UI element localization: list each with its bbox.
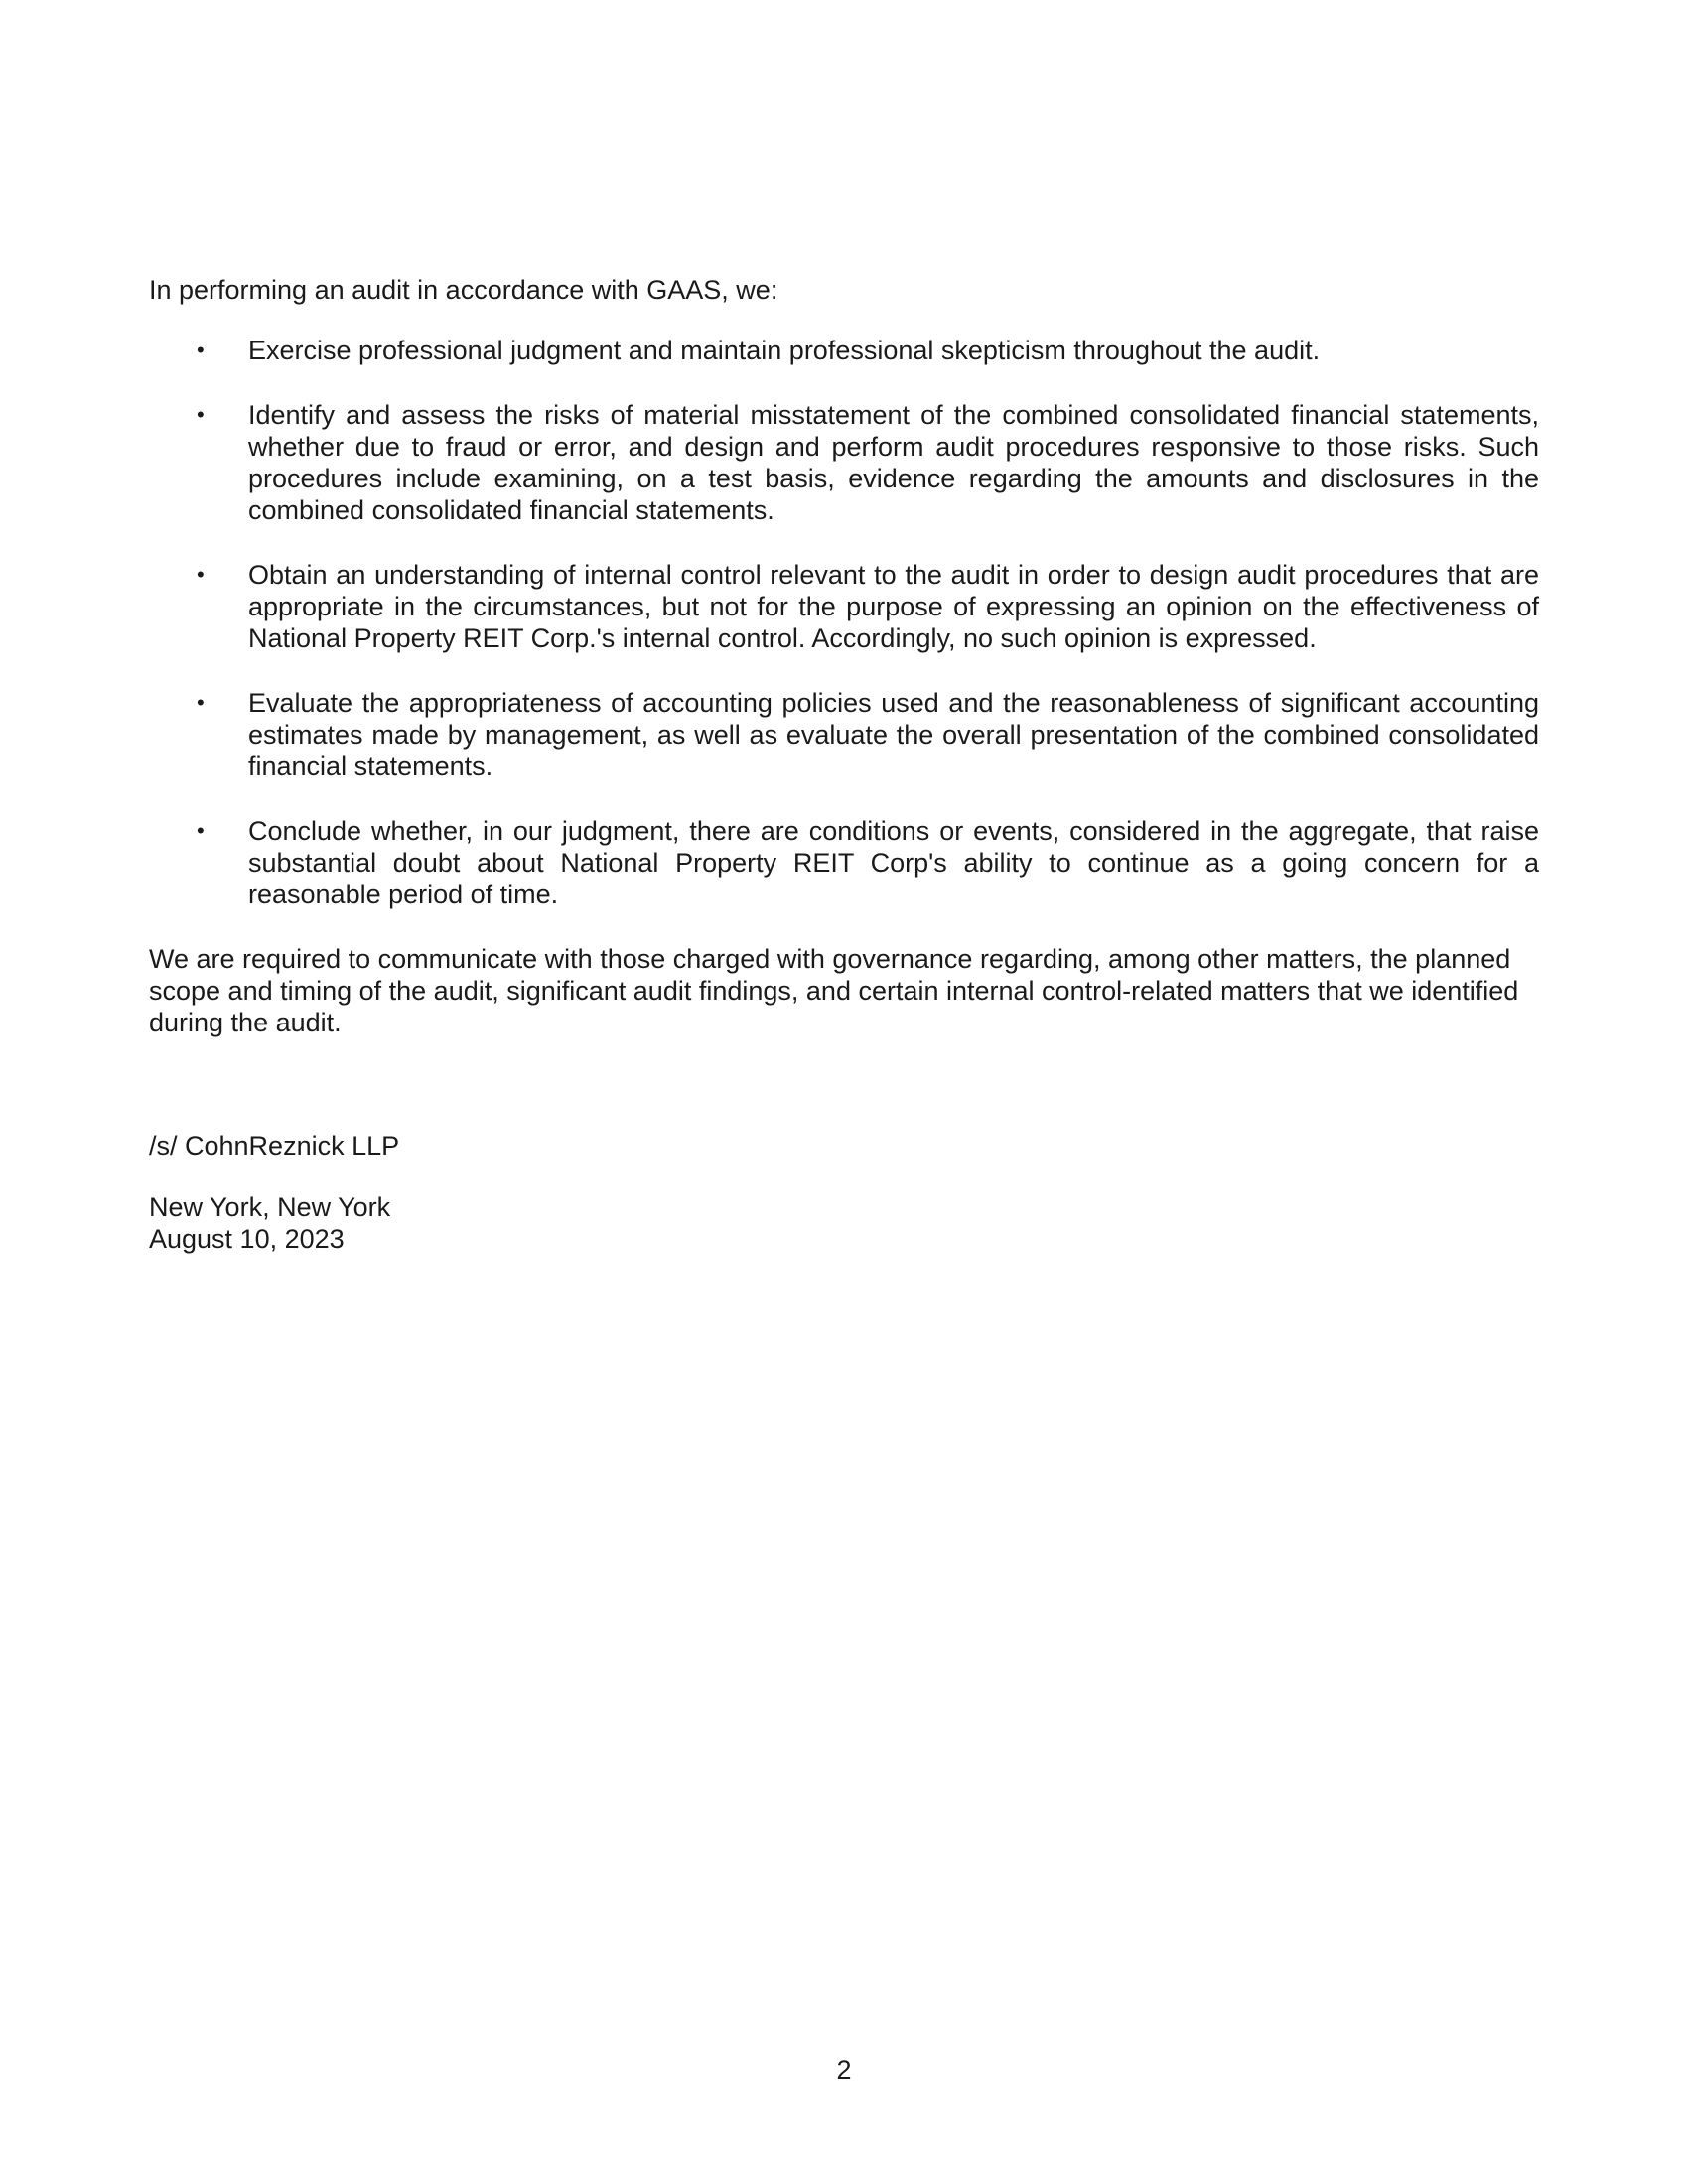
audit-procedures-list — [149, 335, 1539, 910]
bullet-icon: • — [197, 818, 205, 843]
auditor-signature: /s/ CohnReznick LLP — [149, 1131, 400, 1160]
page-number: 2 — [836, 2055, 852, 2085]
bullet-icon: • — [197, 690, 205, 715]
list-item-text: Obtain an understanding of internal control relevant to the audit in order to design audit procedures that are appropriate in the circumstances, but not for the purpose of expressing an opinion on the effectiveness of National Property REIT Corp.'s internal control. Accordingly, no such opinion is expressed. — [248, 560, 1539, 653]
list-item — [149, 335, 1539, 366]
list-item — [149, 399, 1539, 526]
list-item-text: Evaluate the appropriateness of accounting policies used and the reasonableness of significant accounting estimates made by management, as well as evaluate the overall presentation of the combined consolidated financial statements. — [248, 688, 1539, 781]
list-item — [149, 559, 1539, 654]
intro-paragraph: In performing an audit in accordance with GAAS, we: — [149, 275, 778, 305]
bullet-icon: • — [197, 402, 205, 427]
signature-date: August 10, 2023 — [149, 1224, 345, 1254]
bullet-icon: • — [197, 562, 205, 587]
list-item — [149, 687, 1539, 782]
list-item-text: Identify and assess the risks of material misstatement of the combined consolidated financial statements, whether due to fraud or error, and design and perform audit procedures responsive to those risks. Such procedures include examining, on a test basis, evidence regarding the amounts and disclosures in the combined consolidated financial statements. — [248, 400, 1539, 525]
list-item-text: Exercise professional judgment and maintain professional skepticism throughout the audit. — [248, 336, 1321, 365]
closing-paragraph: We are required to communicate with those charged with governance regarding, among other matters, the planned scope and timing of the audit, significant audit findings, and certain internal control-related matters that we identified during the audit. — [149, 944, 1519, 1037]
signature-city: New York, New York — [149, 1192, 391, 1222]
list-item-text: Conclude whether, in our judgment, there are conditions or events, considered in the aggregate, that raise substantial doubt about National Property REIT Corp's ability to continue as a going concern for a reasonable period of time. — [248, 816, 1539, 909]
signature-location-block — [149, 1191, 1539, 1255]
bullet-icon: • — [197, 338, 205, 362]
list-item — [149, 815, 1539, 910]
document-body — [149, 274, 1539, 1255]
